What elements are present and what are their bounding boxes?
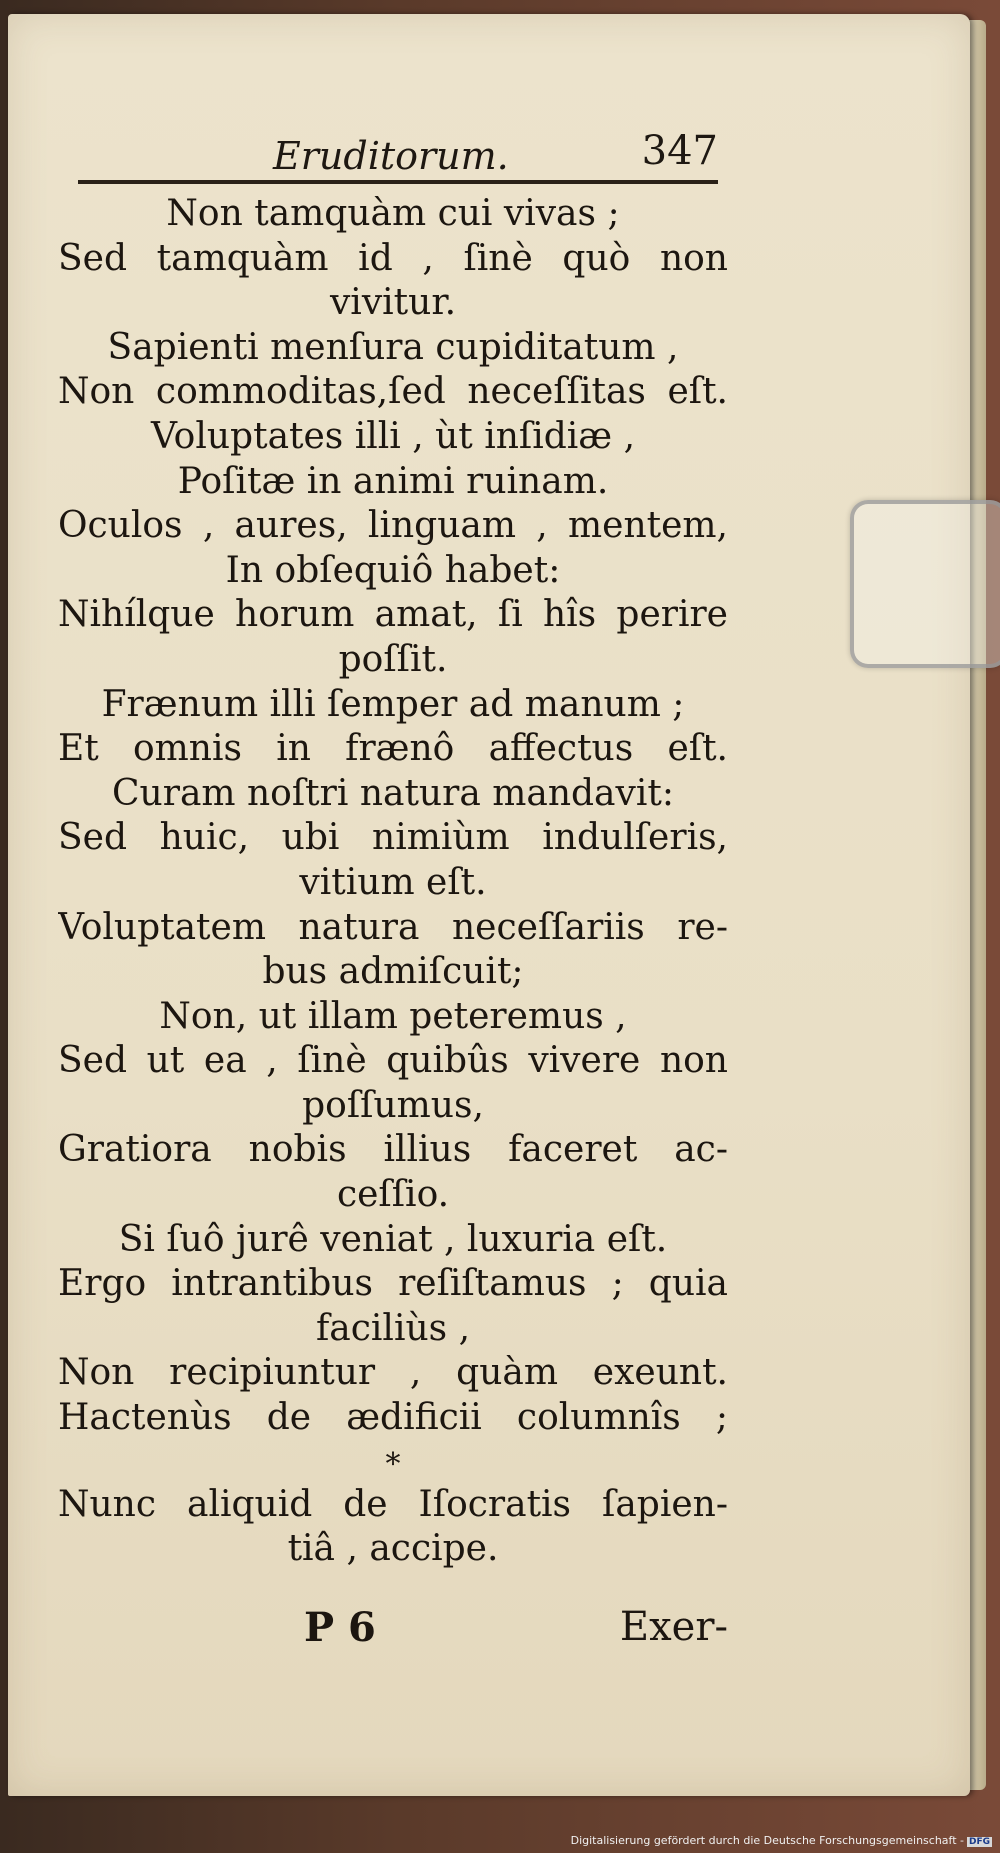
text-line: Curam noſtri natura mandavit: <box>112 772 674 814</box>
text-line: Non tamquàm cui vivas ; <box>166 193 620 234</box>
dfg-logo: DFG <box>968 1837 990 1847</box>
page-fore-edge <box>968 20 986 1790</box>
text-line: Voluptatem natura neceſſariis re- <box>58 906 728 948</box>
text-line: Sed ut ea , ſinè quibûs vivere non <box>58 1040 728 1082</box>
text-line: Ergo intrantibus reſiſtamus ; quia <box>58 1263 728 1305</box>
digitization-credit <box>571 1834 992 1847</box>
text-line: ceſſio. <box>336 1174 450 1216</box>
text-line: In obſequiô habet: <box>225 549 561 591</box>
text-line: vivitur. <box>329 282 457 324</box>
text-line: Nunc aliquid de Iſocratis ſapien- <box>58 1483 728 1525</box>
section-separator: * <box>385 1446 401 1482</box>
text-line: Oculos , aures, linguam , mentem, <box>58 505 728 547</box>
text-line: vitium eſt. <box>299 861 487 903</box>
page-clip <box>850 500 1000 668</box>
verse-text <box>58 192 728 1572</box>
text-line: Si ſuô jurê veniat , luxuria eſt. <box>118 1218 668 1260</box>
text-line: Sed tamquàm id , ſinè quò non <box>58 237 728 279</box>
running-title: Eruditorum. <box>273 134 509 178</box>
book-page <box>8 14 970 1796</box>
credit-text: Digitalisierung gefördert durch die Deutsche Forschungsgemeinschaft - <box>570 1834 964 1847</box>
text-line: poſſit. <box>338 638 448 680</box>
text-line: faciliùs , <box>315 1307 471 1349</box>
text-line: Voluptates illi , ùt inſidiæ , <box>150 415 636 457</box>
catchword: Exer- <box>619 1604 728 1650</box>
text-line: Nihílque horum amat, ſi hîs perire <box>58 594 728 636</box>
text-line: Poſitæ in animi ruinam. <box>177 460 609 502</box>
page-footer <box>58 1604 728 1654</box>
text-line: Non, ut illam peteremus , <box>159 995 627 1037</box>
text-line: Et omnis in frænô affectus eſt. <box>58 728 728 770</box>
signature-mark: P 6 <box>304 1604 376 1651</box>
text-line: Gratiora nobis illius faceret ac- <box>58 1129 728 1171</box>
text-line: Non recipiuntur , quàm exeunt. <box>58 1352 728 1394</box>
text-line: Sed huic, ubi nimiùm indulſeris, <box>58 817 728 859</box>
text-line: Sapienti menſura cupiditatum , <box>107 326 679 368</box>
text-line: Frænum illi ſemper ad manum ; <box>101 683 685 725</box>
text-line: tiâ , accipe. <box>287 1528 499 1570</box>
page-number: 347 <box>641 128 718 174</box>
text-line: bus admiſcuit; <box>262 951 524 993</box>
page-header <box>78 124 718 184</box>
text-line: Non commoditas,ſed neceſſitas eſt. <box>58 371 728 413</box>
header-rule <box>78 180 718 184</box>
text-line: Hactenùs de ædificii columnîs ; <box>58 1397 728 1439</box>
text-line: poſſumus, <box>302 1084 484 1126</box>
